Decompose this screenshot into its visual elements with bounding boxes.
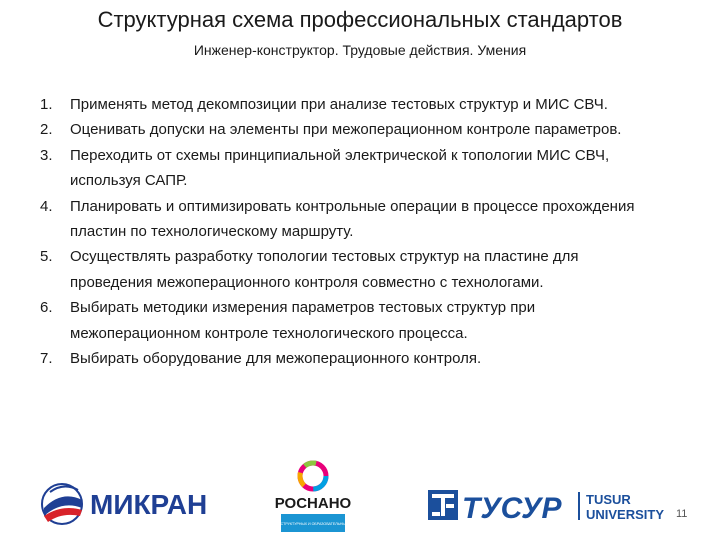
tusur-latin-name: TUSUR [586, 492, 631, 507]
list-item [40, 117, 660, 142]
rosnano-rings-icon [300, 463, 326, 489]
item-number: 3. [40, 146, 53, 164]
tusur-university-label: UNIVERSITY [586, 507, 665, 522]
page-number: 11 [676, 508, 688, 520]
list-item [40, 92, 660, 117]
slide-subtitle: Инженер-конструктор. Трудовые действия. Умения [193, 42, 527, 58]
item-text: Выбирать оборудование для межоперационного контроля. [70, 350, 482, 368]
tusur-logo [428, 488, 672, 524]
item-number: 7. [40, 350, 53, 368]
item-number: 4. [40, 197, 53, 215]
item-text: Планировать и оптимизировать контрольные операции в процессе прохождения пластин по технологическому маршруту. [70, 197, 635, 241]
rosnano-logo [256, 458, 370, 538]
item-number: 1. [40, 96, 53, 113]
item-number: 2. [40, 121, 53, 139]
list-item [40, 244, 660, 295]
item-number: 6. [40, 299, 53, 317]
tusur-wordmark: ТУСУР [462, 492, 562, 525]
item-text: Переходить от схемы принципиальной электрической к топологии МИС СВЧ, используя САПР. [70, 146, 610, 190]
list-item [40, 143, 660, 194]
list-item [40, 194, 660, 245]
rosnano-tagline: ФОНД ИНФРАСТРУКТУРНЫХ И ОБРАЗОВАТЕЛЬНЫХ ПРОГРАММ [256, 522, 370, 526]
item-text: Оценивать допуски на элементы при межоперационном контроле параметров. [70, 121, 622, 139]
item-text: Осуществлять разработку топологии тестовых структур на пластине для проведения межоперационного контроля совместно с технологами. [70, 248, 579, 291]
skills-list [40, 92, 660, 371]
slide-title: Структурная схема профессиональных стандартов [97, 7, 623, 32]
item-text: Применять метод декомпозиции при анализе тестовых структур и МИС СВЧ. [70, 96, 608, 113]
mikran-logo [40, 478, 212, 526]
list-item [40, 346, 660, 371]
mikran-globe-icon [42, 484, 82, 524]
list-item [40, 295, 660, 346]
tusur-emblem-icon [428, 490, 458, 520]
item-text: Выбирать методики измерения параметров тестовых структур при межоперационном контроле технологического процесса. [70, 299, 536, 342]
tusur-divider [578, 492, 580, 520]
rosnano-wordmark: РОСНАНО [274, 495, 352, 512]
mikran-wordmark: МИКРАН [90, 489, 208, 520]
item-number: 5. [40, 248, 53, 266]
